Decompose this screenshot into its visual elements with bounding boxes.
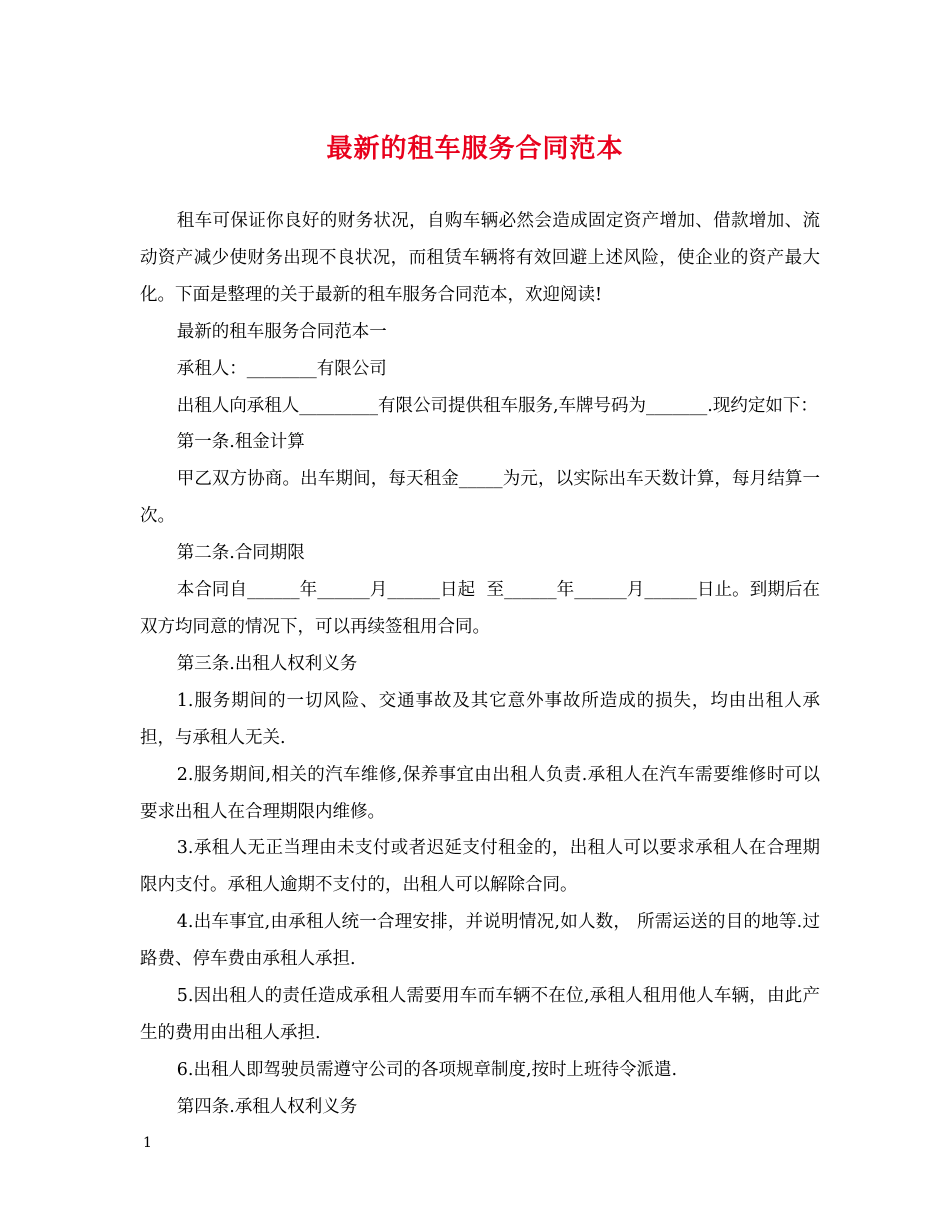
lessee-line: 承租人：________有限公司 [176,358,387,379]
page-title: 最新的租车服务合同范本 [326,134,624,164]
page-number: 1 [143,1135,152,1151]
article-2-heading: 第二条.合同期限 [176,543,305,564]
document-body [140,203,820,1126]
article-3-item-5: 5.因出租人的责任造成承租人需要用车而车辆不在位,承租人租用他人车辆，由此产生的费用由出租人承担. [140,986,820,1043]
article-3-item-6: 6.出租人即驾驶员需遵守公司的各项规章制度,按时上班待令派遣. [176,1059,678,1080]
article-3-item-4: 4.出车事宜,由承租人统一合理安排，并说明情况,如人数， 所需运送的目的地等.过路费、停车费由承租人承担. [140,912,820,970]
article-1-text: 甲乙双方协商。出车期间，每天租金_____为元，以实际出车天数计算，每月结算一次。 [140,469,820,527]
article-2-text: 本合同自______年______月______日起 至______年______月______日止。到期后在双方均同意的情况下，可以再续签租用合同。 [140,580,820,637]
intro-paragraph: 租车可保证你良好的财务状况，自购车辆必然会造成固定资产增加、借款增加、流动资产减少使财务出现不良状况，而租赁车辆将有效回避上述风险，使企业的资产最大化。下面是整理的关于最新的租车服务合同范本，欢迎阅读! [140,211,820,305]
article-3-item-1: 1.服务期间的一切风险、交通事故及其它意外事故所造成的损失，均由出租人承担，与承租人无关. [140,690,820,748]
section-heading-contract-one: 最新的租车服务合同范本一 [176,321,387,342]
service-agreement-paragraph: 出租人向承租人_________有限公司提供租车服务,车牌号码为_______.现约定如下： [176,395,818,416]
article-3-item-2: 2.服务期间,相关的汽车维修,保养事宜由出租人负责.承租人在汽车需要维修时可以要求出租人在合理期限内维修。 [140,764,820,822]
article-4-heading: 第四条.承租人权利义务 [176,1096,358,1117]
article-3-heading: 第三条.出租人权利义务 [176,653,358,674]
article-1-heading: 第一条.租金计算 [176,432,305,453]
article-3-item-3: 3.承租人无正当理由未支付或者迟延支付租金的，出租人可以要求承租人在合理期限内支付。承租人逾期不支付的，出租人可以解除合同。 [140,838,820,896]
